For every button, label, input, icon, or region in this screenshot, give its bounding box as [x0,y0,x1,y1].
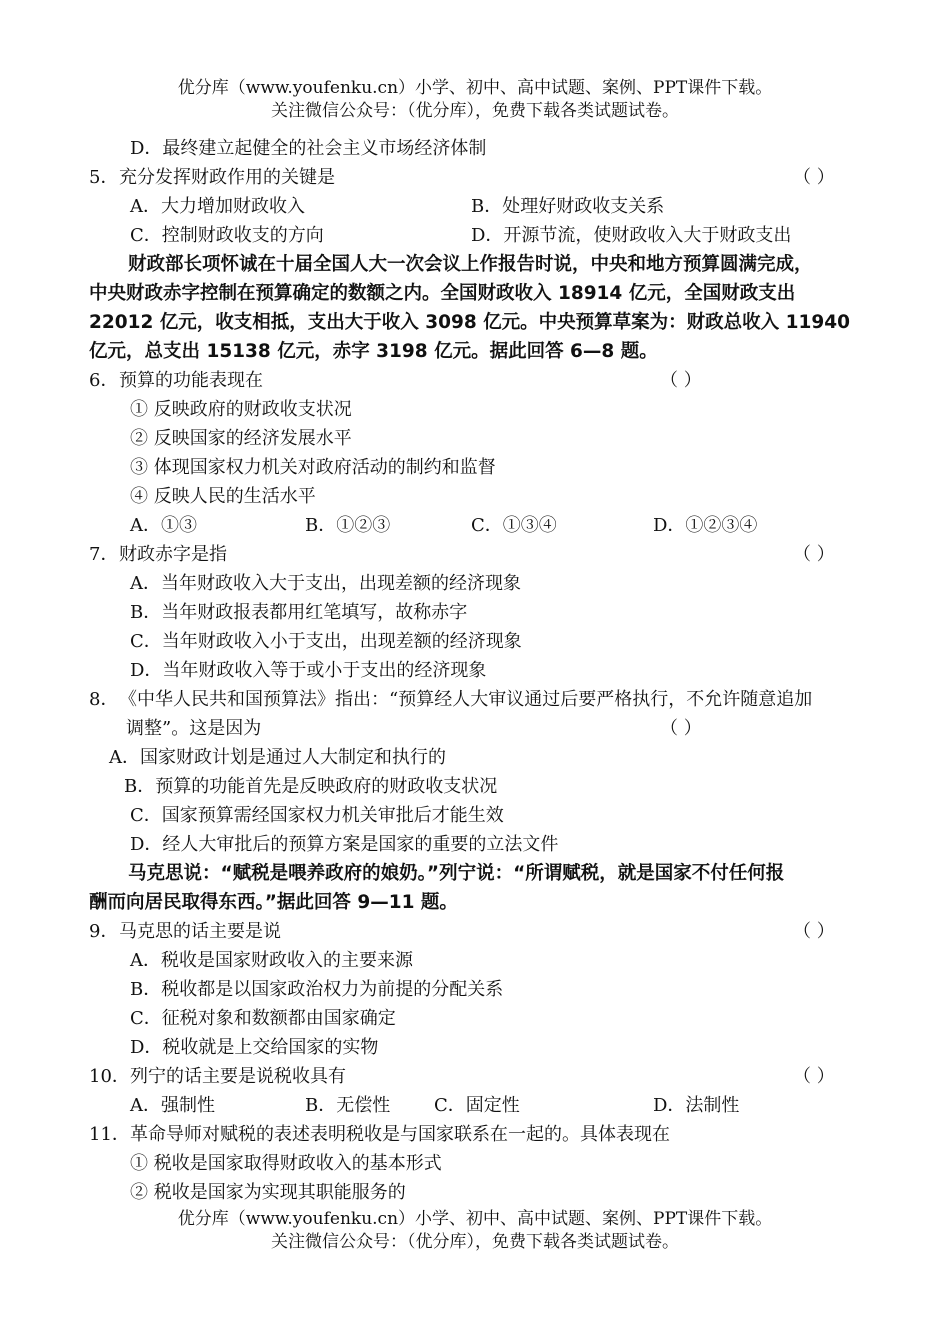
q8-stem-line-1 [0,685,950,714]
q6-item-3: ③ 体现国家权力机关对政府活动的制约和监督 [130,457,496,478]
q11-number: 11． [89,1124,130,1145]
q5-stem-line [0,163,950,192]
question-content [0,134,950,1207]
q6-item-2: ② 反映国家的经济发展水平 [130,428,352,449]
q7-option-d: D．当年财政收入等于或小于支出的经济现象 [130,660,487,681]
q5-number: 5． [89,167,119,188]
q6-option-d: D．①②③④ [653,515,758,536]
q9-number: 9． [89,921,119,942]
q10-option-c: C．固定性 [434,1095,520,1116]
q10-stem: 列宁的话主要是说税收具有 [130,1066,346,1087]
q10-option-b: B．无偿性 [305,1095,391,1116]
q8-number: 8． [89,689,119,710]
q11-stem: 革命导师对赋税的表述表明税收是与国家联系在一起的。具体表现在 [130,1124,670,1145]
q7-stem: 财政赤字是指 [119,544,227,565]
q10-option-d: D．法制性 [653,1095,740,1116]
q9-option-b: B．税收都是以国家政治权力为前提的分配关系 [130,979,504,1000]
page-header [0,77,950,123]
q9-option-c: C．征税对象和数额都由国家确定 [130,1008,396,1029]
q5-options-row-1 [0,192,950,221]
q5-option-b: B．处理好财政收支关系 [471,196,665,217]
q6-stem-line [0,366,950,395]
passage-1-line-1: 财政部长项怀诚在十届全国人大一次会议上作报告时说，中央和地方预算圆满完成， [128,254,813,275]
q10-options-row [0,1091,950,1120]
q8-option-a: A．国家财政计划是通过人大制定和执行的 [109,747,446,768]
q7-number: 7． [89,544,119,565]
q11-stem-line [0,1120,950,1149]
q6-option-a: A．①③ [130,515,197,536]
q5-option-d: D．开源节流，使财政收入大于财政支出 [471,225,792,246]
q6-options-row [0,511,950,540]
q7-stem-line [0,540,950,569]
q7-option-b: B．当年财政报表都用红笔填写，故称赤字 [130,602,468,623]
q8-stem-1: 《中华人民共和国预算法》指出：“预算经人大审议通过后要严格执行，不允许随意追加 [119,689,813,710]
q4-option-d: D．最终建立起健全的社会主义市场经济体制 [130,138,487,159]
passage-2-line-1: 马克思说：“赋税是喂养政府的娘奶。”列宁说：“所谓赋税，就是国家不付任何报 [128,863,785,884]
page-footer [0,1208,950,1254]
q9-answer-paren: （ ） [793,921,835,942]
q10-number: 10． [89,1066,130,1087]
passage-1-line-2: 中央财政赤字控制在预算确定的数额之内。全国财政收入 18914 亿元，全国财政支出 [89,283,796,304]
q7-option-c: C．当年财政收入小于支出，出现差额的经济现象 [130,631,522,652]
q9-stem: 马克思的话主要是说 [119,921,281,942]
q10-answer-paren: （ ） [793,1066,835,1087]
header-line-2: 关注微信公众号：（优分库），免费下载各类试题试卷。 [271,101,679,121]
q9-stem-line [0,917,950,946]
q8-option-b: B．预算的功能首先是反映政府的财政收支状况 [124,776,498,797]
q8-stem-line-2 [0,714,950,743]
q6-number: 6． [89,370,119,391]
q8-option-c: C．国家预算需经国家权力机关审批后才能生效 [130,805,504,826]
q6-answer-paren: （ ） [660,370,702,391]
q6-stem: 预算的功能表现在 [119,370,263,391]
footer-line-2: 关注微信公众号：（优分库），免费下载各类试题试卷。 [271,1232,679,1252]
q8-option-d: D．经人大审批后的预算方案是国家的重要的立法文件 [130,834,559,855]
q5-options-row-2 [0,221,950,250]
q11-item-1: ① 税收是国家取得财政收入的基本形式 [130,1153,442,1174]
footer-line-1: 优分库（www.youfenku.cn）小学、初中、高中试题、案例、PPT课件下载。 [177,1209,773,1229]
passage-1-line-3: 22012 亿元，收支相抵，支出大于收入 3098 亿元。中央预算草案为：财政总收入 11940 [89,312,850,333]
q4-option-d-line [0,134,950,163]
q8-answer-paren: （ ） [660,718,702,739]
q9-option-a: A．税收是国家财政收入的主要来源 [130,950,413,971]
passage-1-line-4: 亿元，总支出 15138 亿元，赤字 3198 亿元。据此回答 6—8 题。 [89,341,658,362]
q6-option-b: B．①②③ [305,515,391,536]
q5-option-c: C．控制财政收支的方向 [130,225,324,246]
q6-item-4: ④ 反映人民的生活水平 [130,486,316,507]
q9-option-d: D．税收就是上交给国家的实物 [130,1037,379,1058]
q7-option-a: A．当年财政收入大于支出，出现差额的经济现象 [130,573,521,594]
q5-stem: 充分发挥财政作用的关键是 [119,167,335,188]
q5-option-a: A．大力增加财政收入 [130,196,305,217]
passage-2-line-2: 酬而向居民取得东西。”据此回答 9—11 题。 [89,892,458,913]
q7-answer-paren: （ ） [793,544,835,565]
q8-stem-2: 调整”。这是因为 [126,718,262,739]
q11-item-2: ② 税收是国家为实现其职能服务的 [130,1182,406,1203]
q10-option-a: A．强制性 [130,1095,215,1116]
q5-answer-paren: （ ） [793,167,835,188]
header-line-1: 优分库（www.youfenku.cn）小学、初中、高中试题、案例、PPT课件下载。 [177,78,773,98]
q6-item-1: ① 反映政府的财政收支状况 [130,399,352,420]
q10-stem-line [0,1062,950,1091]
q6-option-c: C．①③④ [471,515,557,536]
